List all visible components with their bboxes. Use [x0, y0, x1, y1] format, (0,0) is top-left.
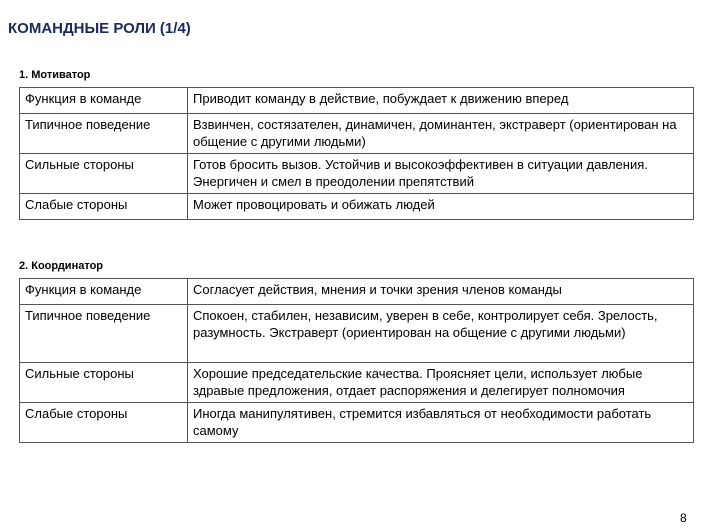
row-label: Функция в команде: [20, 88, 188, 114]
row-label: Типичное поведение: [20, 114, 188, 154]
row-text: Взвинчен, состязателен, динамичен, доминантен, экстраверт (ориентирован на общение с другими людьми): [188, 114, 694, 154]
row-label: Слабые стороны: [20, 403, 188, 443]
row-text: Спокоен, стабилен, независим, уверен в себе, контролирует себя. Зрелость, разумность. Экстраверт (ориентирован на общение с другими людьми): [188, 305, 694, 363]
row-label: Слабые стороны: [20, 194, 188, 220]
row-text: Может провоцировать и обижать людей: [188, 194, 694, 220]
row-text: Иногда манипулятивен, стремится избавляться от необходимости работать самому: [188, 403, 694, 443]
table-row: [20, 305, 694, 363]
page-number: 8: [680, 511, 687, 525]
section-heading-coordinator: 2. Координатор: [19, 260, 104, 272]
section-heading-motivator: 1. Мотиватор: [19, 69, 91, 81]
table-row: [20, 279, 694, 305]
row-label: Сильные стороны: [20, 363, 188, 403]
coordinator-table: [19, 278, 694, 443]
row-text: Приводит команду в действие, побуждает к движению вперед: [188, 88, 694, 114]
table-row: [20, 403, 694, 443]
row-label: Функция в команде: [20, 279, 188, 305]
row-text: Готов бросить вызов. Устойчив и высокоэффективен в ситуации давления. Энергичен и смел в преодолении препятствий: [188, 154, 694, 194]
row-label: Типичное поведение: [20, 305, 188, 363]
motivator-table: [19, 87, 694, 220]
table-row: [20, 363, 694, 403]
row-text: Хорошие председательские качества. Проясняет цели, использует любые здравые предложения, отдает распоряжения и делегирует полномочия: [188, 363, 694, 403]
page-title: КОМАНДНЫЕ РОЛИ (1/4): [8, 20, 191, 37]
table-row: [20, 114, 694, 154]
row-label: Сильные стороны: [20, 154, 188, 194]
table-row: [20, 194, 694, 220]
table-row: [20, 88, 694, 114]
row-text: Согласует действия, мнения и точки зрения членов команды: [188, 279, 694, 305]
table-row: [20, 154, 694, 194]
